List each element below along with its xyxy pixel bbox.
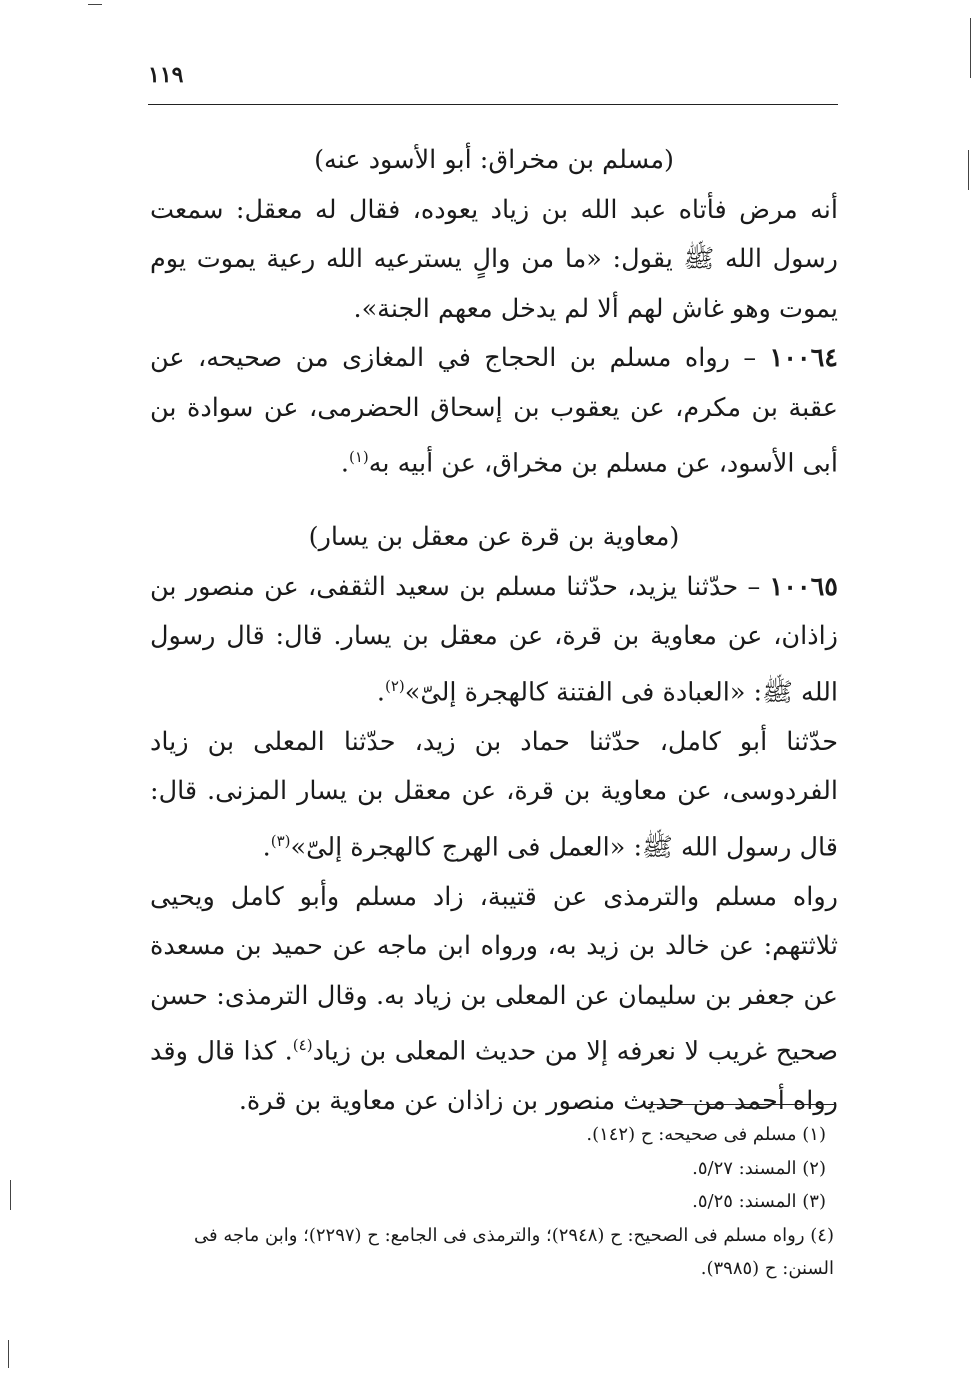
footnote: (٣) المسند: ٥/٢٥. [692, 1191, 826, 1212]
paragraph [150, 718, 838, 873]
hadith-paragraph [150, 334, 838, 489]
paragraph-text: رواه مسلم والترمذى عن قتيبة، زاد مسلم وأبو كامل ويحيى ثلاثتهم: عن خالد بن زيد به، ورواه ابن ماجه عن حميد بن مسعدة عن جعفر بن سليمان عن المعلى بن زياد به. وقال الترمذى: حسن صحيح غريب لا نعرفه إلا من حديث المعلى بن زياد [150, 881, 838, 1067]
paragraph-text: حدّثنا أبو كامل، حدّثنا حماد بن زيد، حدّثنا المعلى بن زياد الفردوسى، عن معاوية بن قرة، عن معقل بن يسار المزنى. قال: قال رسول الله ﷺ: «العمل فى الهرج كالهجرة إلىّ» [150, 726, 838, 862]
footnote-ref: (٤) [292, 1036, 313, 1054]
header-rule [148, 104, 838, 105]
scan-artifact [968, 150, 969, 190]
hadith-text: – حدّثنا يزيد، حدّثنا مسلم بن سعيد الثقفى، عن منصور بن زاذان، عن معاوية بن قرة، عن معقل بن يسار. قال: قال رسول الله ﷺ: «العبادة فى الفتنة كالهجرة إلىّ» [150, 571, 838, 707]
footnote: (٤) رواه مسلم فى الصحيح: ح (٢٩٤٨)؛ والترمذى فى الجامع: ح (٢٢٩٧)؛ وابن ماجه فى السنن: ح (٣٩٨٥). [194, 1224, 834, 1279]
hadith-paragraph [150, 563, 838, 718]
paragraph-tail: . [262, 832, 271, 862]
footnote-ref: (١) [348, 448, 369, 466]
footnote: (١) مسلم فى صحيحه: ح (١٤٢). [586, 1124, 826, 1145]
footnote-ref: (٣) [270, 831, 291, 850]
paragraph-tail: . كذا قال وقد رواه أحمد من حديث منصور بن زاذان عن معاوية بن قرة. [150, 1036, 838, 1116]
footnote-rule [648, 1104, 834, 1105]
paragraph: أنه مرض فأتاه عبد الله بن زياد يعوده، فقال له معقل: سمعت رسول الله ﷺ يقول: «ما من والٍ يسترعيه الله رعية يموت يوم يموت وهو غاش لهم ألا لم يدخل معهم الجنة». [150, 194, 838, 324]
hadith-text: – رواه مسلم بن الحجاج في المغازى من صحيحه، عن عقبة بن مكرم، عن يعقوب بن إسحاق الحضرمى، عن سوادة بن أبى الأسود، عن مسلم بن مخراق، عن أبيه به [150, 343, 838, 479]
footnote-ref: (٢) [384, 676, 405, 695]
hadith-number: ١٠٠٦٤ [769, 343, 838, 373]
section-heading: (مسلم بن مخراق: أبو الأسود عنه) [314, 145, 674, 175]
scan-artifact [970, 18, 971, 78]
footnotes [150, 1118, 834, 1286]
hadith-number: ١٠٠٦٥ [769, 571, 838, 602]
scan-artifact [10, 1180, 11, 1210]
paragraph-tail: . [340, 448, 349, 479]
page-number: ١١٩ [148, 62, 184, 88]
paragraph [150, 873, 838, 1127]
paragraph-tail: . [376, 677, 385, 707]
scan-artifact [8, 1340, 9, 1368]
section-heading: (معاوية بن قرة عن معقل بن يسار) [308, 522, 680, 552]
scan-artifact [88, 4, 102, 5]
footnote: (٢) المسند: ٥/٢٧. [692, 1157, 826, 1179]
main-text [150, 136, 838, 1127]
